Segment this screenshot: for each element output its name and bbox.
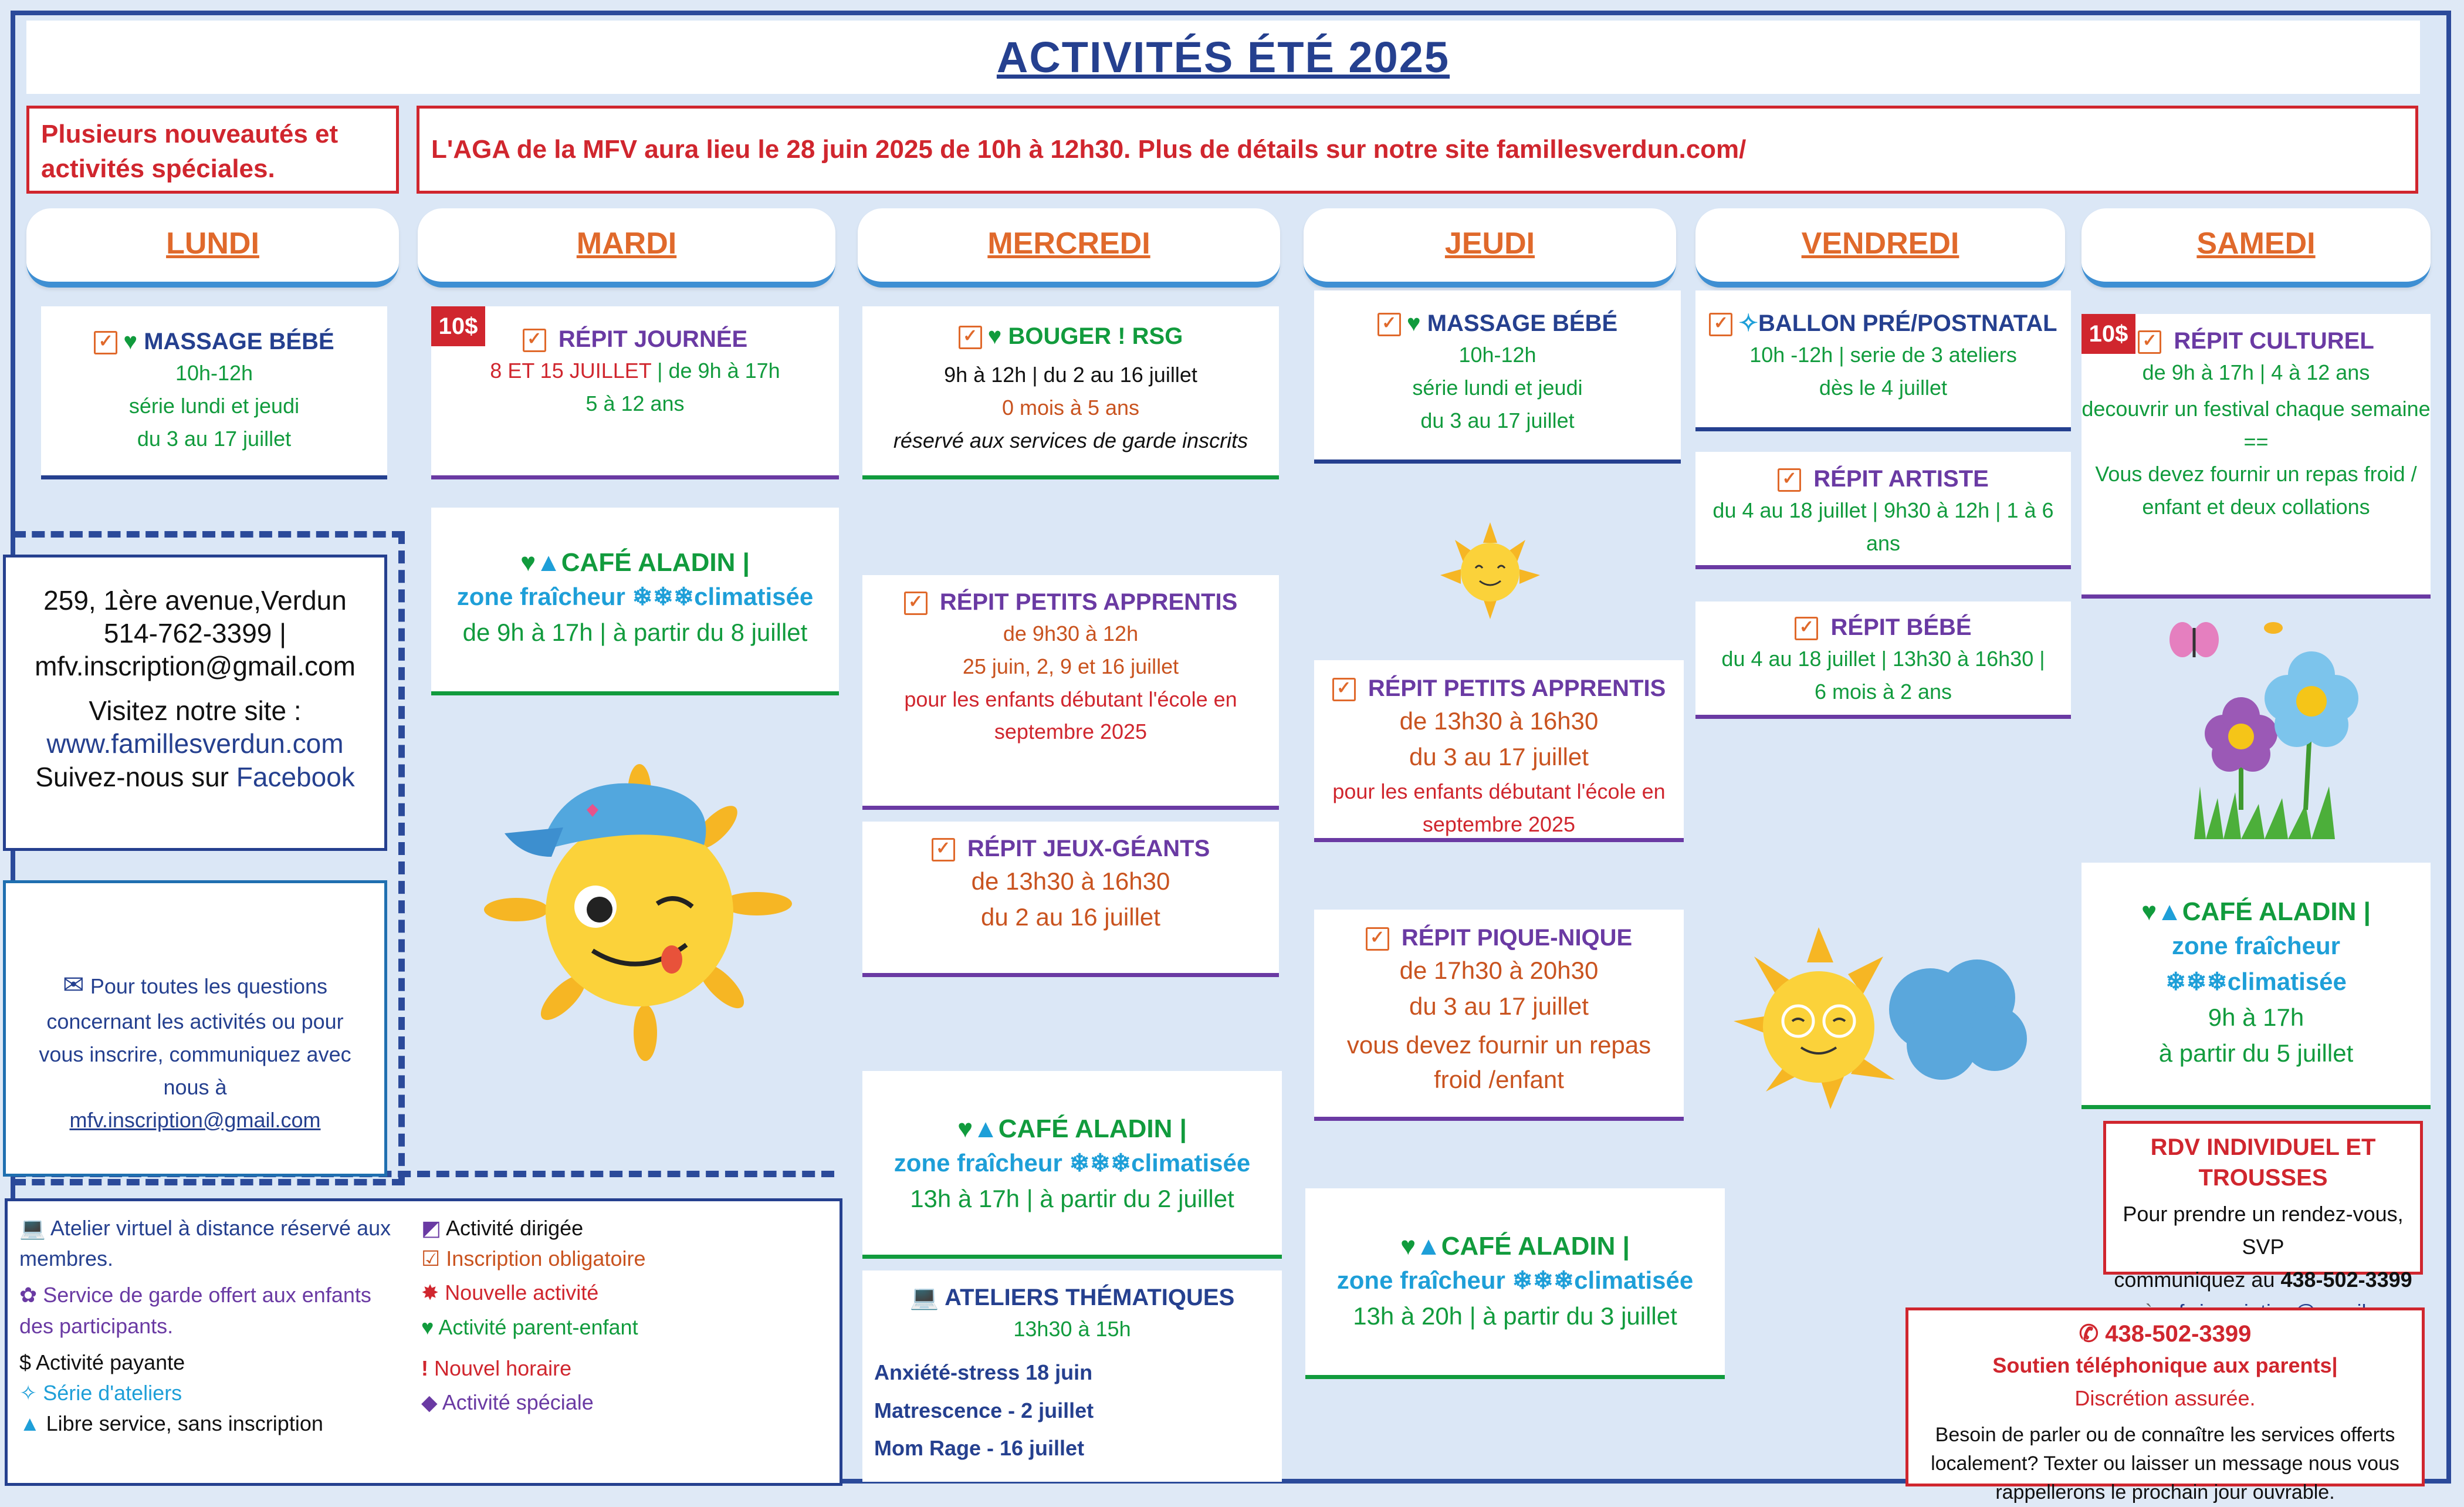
soutien-title: Soutien téléphonique aux parents|: [1992, 1353, 2338, 1377]
mardi-repit-card: ✓ RÉPIT JOURNÉE 8 ET 15 JUILLET | de 9h à 17h 5 à 12 ans: [431, 306, 839, 479]
day-header-jeudi: [1304, 208, 1676, 288]
flowers-illustration: [2147, 610, 2382, 839]
dollar-icon: $: [19, 1350, 32, 1374]
checkbox-icon: ✓: [523, 329, 546, 352]
activity-ages: 6 mois à 2 ans: [1814, 679, 1952, 704]
jeudi-cafe-card: [1305, 1188, 1725, 1379]
snowflake-icon: ❄❄❄: [1512, 1266, 1575, 1295]
winking-sun-illustration: [469, 757, 810, 1062]
checkbox-icon: ✓: [2138, 330, 2161, 354]
clim-label: climatisée: [2227, 968, 2347, 996]
activity-title: RÉPIT JEUX-GÉANTS: [967, 836, 1210, 861]
checkbox-icon: ✓: [1377, 313, 1401, 336]
zone-label: zone fraîcheur: [1336, 1266, 1505, 1295]
notice-right-text: L'AGA de la MFV aura lieu le 28 juin 2025 de 10h à 12h30. Plus de détails sur notre site famillesverdun.com/: [431, 135, 1747, 164]
burst-icon: ✸: [421, 1280, 439, 1305]
clim-label: climatisée: [694, 583, 814, 611]
checkbox-icon: ✓: [1366, 927, 1389, 951]
legend-serie: Série d'ateliers: [43, 1380, 182, 1405]
day-label: JEUDI: [1444, 227, 1535, 261]
soutien-text: Besoin de parler ou de connaître les services offerts localement? Texter ou laisser un message nous vous rappellerons le prochain jour ouvrable.: [1931, 1423, 2399, 1504]
snowflake-icon: ❄❄❄: [2165, 968, 2228, 996]
childcare-icon: ✿: [19, 1283, 38, 1307]
price-badge: 10$: [431, 306, 485, 346]
activity-dates: à partir du 5 juillet: [2158, 1039, 2354, 1067]
activity-title: RÉPIT JOURNÉE: [558, 326, 748, 352]
mercredi-jeux-card: [862, 822, 1279, 977]
price-badge: 10$: [2081, 314, 2135, 354]
clim-label: climatisée: [1574, 1266, 1694, 1295]
activity-hours: de 13h30 à 16h30: [1399, 707, 1599, 735]
atelier-item: Mom Rage - 16 juillet: [874, 1436, 1085, 1461]
triangle-icon: ▲: [19, 1411, 40, 1436]
snowflake-icon: ❄❄❄: [1069, 1149, 1132, 1177]
questions-text: Pour toutes les questions concernant les activités ou pour vous inscrire, communiquez avec nous à: [39, 974, 351, 1099]
email: mfv.inscription@gmail.com: [35, 651, 356, 682]
heart-icon: ♥: [2141, 897, 2157, 926]
activity-dates: du 2 au 16 juillet: [981, 903, 1160, 931]
legend-horaire: Nouvel horaire: [434, 1356, 572, 1380]
legend-inscription: Inscription obligatoire: [446, 1246, 646, 1271]
zone-label: zone fraîcheur: [456, 583, 625, 611]
jeudi-pique-card: [1314, 910, 1684, 1121]
notice-right: [417, 106, 2418, 194]
questions-card: [3, 880, 387, 1177]
activity-hours: de 9h à 17h | à partir du 8 juillet: [462, 619, 808, 647]
soutien-card: [1905, 1307, 2425, 1504]
heart-icon: ♥: [520, 548, 536, 577]
activity-hours: de 9h à 17h | 4 à 12 ans: [2142, 360, 2370, 384]
zone-label: zone fraîcheur: [893, 1149, 1062, 1177]
activity-title: RÉPIT PETITS APPRENTIS: [1368, 675, 1666, 701]
activity-hours: 13h à 20h | à partir du 3 juillet: [1353, 1302, 1677, 1330]
day-header-lundi: [26, 208, 399, 288]
phone-icon: ✆: [2079, 1321, 2099, 1347]
checkbox-icon: ☑: [421, 1246, 441, 1271]
vendredi-artiste-card: [1695, 452, 2071, 569]
triangle-icon: ▲: [1416, 1232, 1441, 1261]
mercredi-cafe-card: [862, 1071, 1282, 1259]
heart-icon: ♥: [1400, 1232, 1416, 1261]
activity-title: MASSAGE BÉBÉ: [144, 329, 334, 354]
heart-icon: ♥: [421, 1315, 434, 1339]
legend-dirigee: Activité dirigée: [446, 1216, 584, 1240]
day-label: LUNDI: [166, 227, 259, 261]
small-sun-illustration: [1431, 516, 1549, 622]
activity-hours: 10h-12h: [1458, 343, 1536, 367]
checkbox-icon: ✓: [94, 331, 117, 354]
activity-dates: du 3 au 17 juillet: [1420, 408, 1575, 432]
day-header-samedi: [2081, 208, 2431, 288]
rdv-text: Pour prendre un rendez-vous, SVP: [2123, 1202, 2404, 1259]
activity-hours: de 17h30 à 20h30: [1399, 957, 1599, 984]
activity-hours: de 9h à 17h: [668, 359, 780, 383]
activity-title: BALLON PRÉ/POSTNATAL: [1758, 310, 2057, 336]
legend-payante: Activité payante: [36, 1350, 185, 1374]
activity-dates: du 3 au 17 juillet: [137, 426, 292, 451]
soutien-phone[interactable]: 438-502-3399: [2105, 1321, 2252, 1347]
activity-hours: 13h30 à 15h: [1013, 1317, 1131, 1341]
mercredi-bouger-card: [862, 306, 1279, 479]
sparkle-icon: ✧: [19, 1380, 38, 1405]
atelier-item: Anxiété-stress 18 juin: [874, 1360, 1093, 1384]
legend-libre: Libre service, sans inscription: [46, 1411, 323, 1436]
activity-hours: 10h -12h | serie de 3 ateliers: [1749, 343, 2017, 367]
activity-title: MASSAGE BÉBÉ: [1427, 310, 1618, 336]
activity-note: réservé aux services de garde inscrits: [893, 428, 1248, 452]
vendredi-ballon-card: [1695, 290, 2071, 431]
activity-title: RÉPIT CULTUREL: [2174, 328, 2374, 354]
heart-icon: ♥: [987, 323, 1002, 349]
activity-requirement: Vous devez fournir un repas froid / enfant et deux collations: [2095, 462, 2417, 519]
activity-note: vous devez fournir un repas froid /enfant: [1346, 1030, 1651, 1093]
activity-details: du 4 au 18 juillet | 13h30 à 16h30 |: [1721, 647, 2045, 671]
activity-hours: de 9h30 à 12h: [1003, 621, 1139, 646]
jeudi-massage-card: [1314, 290, 1681, 464]
activity-hours: 10h-12h: [175, 361, 253, 385]
exclamation-icon: !: [421, 1356, 428, 1380]
activity-title: RÉPIT BÉBÉ: [1830, 614, 1972, 640]
address: 259, 1ère avenue,Verdun: [43, 585, 347, 616]
laptop-icon: 💻: [19, 1216, 46, 1240]
mardi-cafe-card: [431, 508, 839, 695]
legend-parent: Activité parent-enfant: [438, 1315, 638, 1339]
checkbox-icon: ✓: [904, 592, 928, 615]
activity-series: série lundi et jeudi: [128, 393, 300, 418]
heart-icon: ♥: [957, 1114, 973, 1143]
activity-series: série lundi et jeudi: [1412, 375, 1583, 400]
activity-hours: 9h à 17h: [2208, 1003, 2304, 1031]
questions-email[interactable]: mfv.inscription@gmail.com: [69, 1107, 321, 1132]
samedi-cafe-card: [2081, 863, 2431, 1109]
activity-title: RÉPIT PIQUE-NIQUE: [1401, 925, 1633, 951]
activity-hours: de 13h30 à 16h30: [971, 867, 1170, 895]
notice-left: [26, 106, 399, 194]
activity-title: CAFÉ ALADIN |: [2182, 897, 2371, 926]
activity-title: CAFÉ ALADIN |: [1441, 1232, 1630, 1261]
ateliers-card: [862, 1271, 1282, 1482]
day-label: MARDI: [576, 227, 677, 261]
soutien-discretion: Discrétion assurée.: [2074, 1386, 2256, 1410]
sparkle-icon: ✧: [1738, 310, 1758, 336]
samedi-culturel-card: [2081, 314, 2431, 599]
activity-title: RÉPIT ARTISTE: [1813, 466, 1989, 492]
activity-dates: du 3 au 17 juillet: [1409, 742, 1589, 771]
website-link[interactable]: www.famillesverdun.com: [46, 728, 344, 759]
laptop-icon: 💻: [909, 1285, 939, 1310]
phone: 514-762-3399 |: [103, 618, 287, 649]
rdv-title: RDV INDIVIDUEL ET TROUSSES: [2150, 1134, 2376, 1191]
checkbox-icon: ✓: [1795, 617, 1818, 640]
triangle-icon: ▲: [536, 548, 561, 577]
contact-card: [3, 555, 387, 851]
activity-dates: dès le 4 juillet: [1819, 375, 1948, 400]
triangle-icon: ▲: [973, 1114, 999, 1143]
notice-left-text: Plusieurs nouveautés et activités spéciales.: [41, 120, 339, 184]
corner-triangle-icon: ◩: [421, 1216, 442, 1240]
snowflake-icon: ❄❄❄: [632, 583, 695, 611]
page-title: ACTIVITÉS ÉTÉ 2025: [996, 33, 1450, 82]
activity-dates: 25 juin, 2, 9 et 16 juillet: [962, 654, 1179, 678]
checkbox-icon: ✓: [932, 838, 955, 861]
activity-hours: 13h à 17h | à partir du 2 juillet: [910, 1185, 1234, 1213]
activity-title: ATELIERS THÉMATIQUES: [945, 1285, 1235, 1310]
legend-garde: Service de garde offert aux enfants des participants.: [19, 1283, 371, 1338]
rdv-phone[interactable]: 438-502-3399: [2280, 1267, 2412, 1292]
rdv-card: [2103, 1121, 2423, 1292]
activity-ages: 0 mois à 5 ans: [1001, 395, 1140, 420]
facebook-link[interactable]: Facebook: [236, 761, 355, 792]
checkbox-icon: ✓: [1778, 468, 1801, 492]
triangle-icon: ▲: [2157, 897, 2182, 926]
envelope-icon: ✉: [62, 971, 84, 999]
activity-note: pour les enfants débutant l'école en septembre 2025: [1332, 779, 1666, 836]
activity-dates: du 3 au 17 juillet: [1409, 992, 1589, 1020]
follow-label: Suivez-nous sur: [35, 761, 229, 792]
legend-speciale: Activité spéciale: [442, 1390, 594, 1414]
sun-cloud-illustration: [1731, 921, 2047, 1115]
legend-virtuel: Atelier virtuel à distance réservé aux membres.: [19, 1216, 391, 1271]
activity-details: du 4 au 18 juillet | 9h30 à 12h | 1 à 6 ans: [1712, 498, 2054, 555]
activity-separator: ==: [2243, 429, 2269, 454]
activity-title: RÉPIT PETITS APPRENTIS: [939, 589, 1238, 615]
atelier-item: Matrescence - 2 juillet: [874, 1398, 1094, 1422]
activity-dates: 8 ET 15 JUILLET: [490, 359, 652, 383]
activity-title: BOUGER ! RSG: [1008, 323, 1183, 349]
day-label: VENDREDI: [1801, 227, 1959, 261]
activity-hours: 9h à 12h | du 2 au 16 juillet: [944, 363, 1197, 387]
day-label: MERCREDI: [987, 227, 1150, 261]
visit-label: Visitez notre site :: [89, 695, 302, 727]
jeudi-apprentis-card: [1314, 660, 1684, 842]
day-header-mercredi: [858, 208, 1280, 288]
day-header-vendredi: [1695, 208, 2065, 288]
legend-nouvelle: Nouvelle activité: [445, 1280, 599, 1305]
activity-ages: 5 à 12 ans: [585, 391, 685, 415]
rdv-text: communiquez au: [2114, 1267, 2275, 1292]
checkbox-icon: ✓: [1709, 313, 1732, 336]
activity-note: decouvrir un festival chaque semaine: [2081, 396, 2431, 421]
legend-box: [5, 1198, 842, 1486]
lundi-massage-card: [41, 306, 387, 479]
checkbox-icon: ✓: [959, 326, 982, 349]
zone-label: zone fraîcheur: [2171, 932, 2341, 960]
checkbox-icon: ✓: [1332, 678, 1356, 701]
heart-icon: ♥: [123, 329, 138, 354]
clim-label: climatisée: [1131, 1149, 1251, 1177]
activity-title: CAFÉ ALADIN |: [561, 548, 750, 577]
activity-title: CAFÉ ALADIN |: [998, 1114, 1187, 1143]
heart-icon: ♥: [1406, 310, 1421, 336]
diamond-icon: ◆: [421, 1390, 438, 1414]
day-label: SAMEDI: [2196, 227, 2316, 261]
mercredi-apprentis-card: [862, 575, 1279, 810]
page-title-banner: [26, 21, 2420, 94]
vendredi-bebe-card: [1695, 602, 2071, 719]
day-header-mardi: [418, 208, 835, 288]
activity-note: pour les enfants débutant l'école en septembre 2025: [904, 687, 1237, 744]
